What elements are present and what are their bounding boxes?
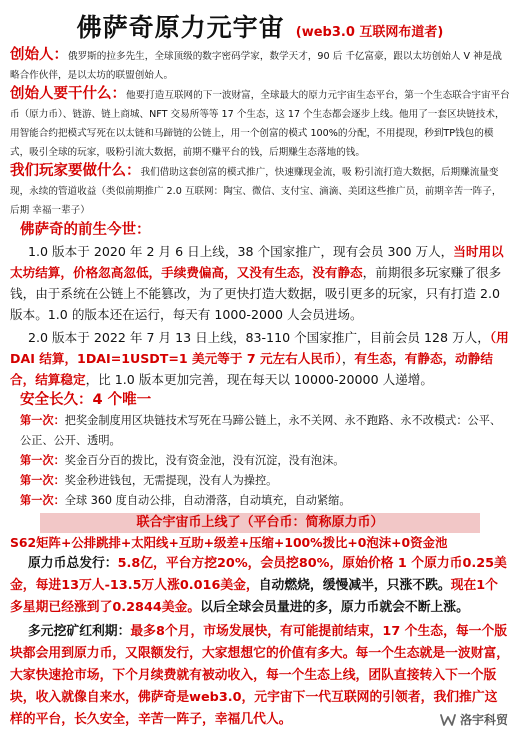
- history-v1-red: 当时用以太坊结算，价格忽高忽低，手续费偏高，又没有生态，没有静态: [10, 244, 504, 280]
- history-v2-paragraph: [10, 327, 510, 390]
- history-v1-lead: 1.0 版本于 2020 年 2 月 6 日上线，38 个国家推广，现有会员 300 万人，: [28, 244, 454, 259]
- title-row: [10, 8, 510, 44]
- history-v1-tail: ，前期很多玩家赚了很多钱，由于系统在公链上不能篡改，为了更快打造大数据，吸引更多的玩家，只有打造 2.0 版本。1.0 的版本还在运行，每天有 1000-2000 人会员进场。: [10, 265, 502, 322]
- safety-item-label: 第一次：: [20, 454, 65, 467]
- history-v2-red1: （用DAI 结算，1DAI=1USDT=1 美元等于 7 元左右人民币）: [10, 330, 509, 366]
- coin-issue-black-2: 以后全球会员量进的多，原力币就会不断上涨。: [200, 600, 469, 615]
- founder-work-label: 创始人要干什么：: [10, 86, 126, 102]
- safety-item: [10, 491, 510, 511]
- safety-item-text: 全球 360 度自动公排，自动滑落，自动填充，自动紧缩。: [64, 494, 351, 507]
- page-title: 佛萨奇原力元宇宙: [76, 13, 285, 42]
- s62-features: S62矩阵+公排跳排+太阳线+互助+级差+压缩+100%拨比+0泡沫+0资金池: [10, 535, 448, 550]
- watermark-text: 洛宇科贸: [459, 713, 508, 727]
- safety-item-text: 把奖金制度用区块链技术写死在马蹄公链上，永不关网、永不跑路、永不改模式：公平、公正、公开、透明。: [20, 414, 502, 447]
- coin-launch-banner: 联合宇宙币上线了（平台币：简称原力币）: [40, 513, 480, 533]
- safety-item-label: 第一次：: [20, 414, 65, 427]
- safety-item: [10, 471, 510, 491]
- page-subtitle: (web3.0 互联网布道者): [295, 25, 444, 40]
- founder-text: 俄罗斯的拉多先生，全球顶级的数字密码学家，数学天才，90 后 千亿富豪，跟以太坊创始人 V 神是战略合作伙伴，是以太坊的联盟创始人。: [10, 51, 502, 81]
- founder-label: 创始人：: [10, 47, 68, 63]
- mining-paragraph: [10, 621, 510, 731]
- safety-item: [10, 411, 510, 451]
- coin-issue-red: 5.8亿，平台方挖20%，会员挖80%，原始价格 1 个原力币0.25美金，每进13万人-13.5万人涨0.016美金，: [10, 556, 507, 593]
- history-v2-red2: 有生态，有静态，动静结合，结算稳定: [10, 351, 493, 387]
- history-heading: 佛萨奇的前生今世：: [20, 222, 151, 238]
- player-work-paragraph: [10, 162, 510, 220]
- safety-item-text: 奖金百分百的拨比，没有资金池，没有沉淀，没有泡沫。: [64, 454, 345, 467]
- mining-red-text: 最多8个月，市场发展快，有可能提前结束，17 个生态，每一个版块都会用到原力币，又限额发行，大家想想它的价值有多大。每一个生态就是一波财富，大家快速抢市场，下个月续费就有被动收入，每一个生态上线，团队直接转入下一个版块，收入就像自来水，佛萨奇是web3.0，元宇宙下一代互联网的引领者，我们推广这样的平台，长久安全，辛苦一阵子，幸福几代人。: [10, 624, 510, 727]
- safety-item-label: 第一次：: [20, 474, 65, 487]
- founder-work-text: 他要打造互联网的下一波财富，全球最大的原力元宇宙生态平台，第一个生态联合宇宙平台币（原力币）、链游、链上商城、NFT 交易所等等 17 个生态，这 17 个生态都会逐步上线。他用了一套区块链技术，用智能合约把模式写死在以太链和马蹄链的公链上，用一个创富的模式 100%的分配，不用提现，秒到TP钱包的模式，吸引全球的玩家，吸粉引流大数据，前期不赚平台的钱，后期赚生态落地的钱。: [10, 90, 510, 158]
- coin-issue-black: 自动燃烧，缓慢减半，只涨不跌。: [258, 578, 451, 593]
- coin-issue-paragraph: [10, 553, 510, 619]
- history-v2-lead: 2.0 版本于 2022 年 7 月 13 日上线，83-110 个国家推广，目前会员 128 万人，: [28, 330, 490, 345]
- safety-item: [10, 451, 510, 471]
- safety-item-text: 奖金秒进钱包，无需提现，没有人为操控。: [64, 474, 278, 487]
- wechat-channel-icon: [440, 713, 456, 727]
- safety-heading: 安全长久：4 个唯一: [20, 392, 152, 408]
- coin-issue-red-2: 现在1个多星期已经涨到了0.2844美金。: [10, 578, 498, 615]
- safety-item-label: 第一次：: [20, 494, 65, 507]
- history-v2-tail: ，比 1.0 版本更加完善，现在每天以 10000-20000 人递增。: [85, 372, 433, 387]
- history-v2-mid: ，: [341, 351, 355, 366]
- coin-issue-label: 原力币总发行：: [28, 556, 118, 571]
- founder-work-paragraph: [10, 85, 510, 162]
- founder-paragraph: [10, 46, 510, 85]
- player-work-text: 我们借助这套创富的模式推广，快速赚现金流，吸 粉引流打造大数据，后期赚流量变现，永续的管道收益（类似前期推广 2.0 互联网：陶宝、微信、支付宝、滴滴、美团这些推广员，前期辛苦一阵子，后期 幸福一辈子）: [10, 167, 502, 216]
- mining-label: 多元挖矿红利期：: [28, 624, 131, 639]
- player-work-label: 我们玩家要做什么：: [10, 163, 141, 179]
- watermark: [440, 711, 508, 728]
- history-v1-paragraph: [10, 241, 510, 325]
